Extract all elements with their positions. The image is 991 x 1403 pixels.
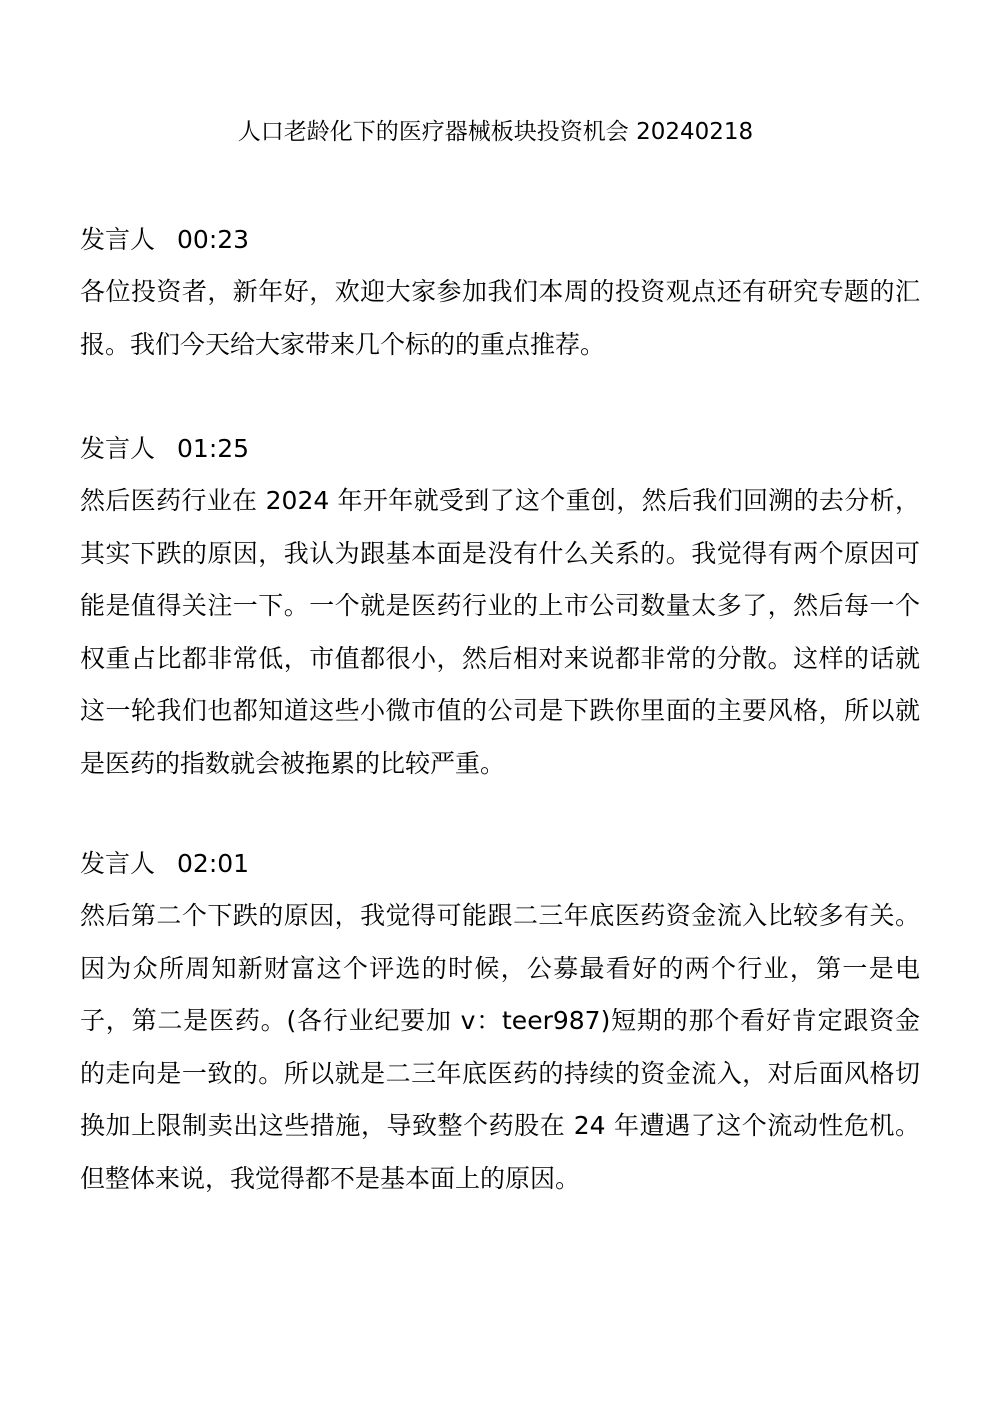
- transcript-paragraph: 各位投资者，新年好，欢迎大家参加我们本周的投资观点还有研究专题的汇报。我们今天给大家带来几个标的的重点推荐。: [80, 277, 920, 359]
- speaker-timestamp: 01:25: [177, 434, 250, 463]
- transcript-section-2: [80, 423, 920, 790]
- speaker-line: [80, 214, 920, 266]
- document-title: 人口老龄化下的医疗器械板块投资机会 20240218: [237, 119, 754, 145]
- transcript-paragraph: 然后第二个下跌的原因，我觉得可能跟二三年底医药资金流入比较多有关。因为众所周知新财富这个评选的时候，公募最看好的两个行业，第一是电子，第二是医药。(各行业纪要加 v：teer987)短期的那个看好肯定跟资金的走向是一致的。所以就是二三年底医药的持续的资金流入，对后面风格切换加上限制卖出这些措施，导致整个药股在 24 年遭遇了这个流动性危机。但整体来说，我觉得都不是基本面上的原因。: [80, 901, 920, 1193]
- speaker-timestamp: 02:01: [177, 849, 250, 878]
- speaker-line: [80, 838, 920, 890]
- speaker-timestamp: 00:23: [177, 225, 250, 254]
- transcript-section-1: [80, 214, 920, 371]
- speaker-name: 发言人: [80, 434, 156, 463]
- speaker-name: 发言人: [80, 225, 156, 254]
- speaker-name: 发言人: [80, 849, 156, 878]
- transcript-paragraph: 然后医药行业在 2024 年开年就受到了这个重创，然后我们回溯的去分析，其实下跌的原因，我认为跟基本面是没有什么关系的。我觉得有两个原因可能是值得关注一下。一个就是医药行业的上市公司数量太多了，然后每一个权重占比都非常低，市值都很小，然后相对来说都非常的分散。这样的话就这一轮我们也都知道这些小微市值的公司是下跌你里面的主要风格，所以就是医药的指数就会被拖累的比较严重。: [80, 486, 920, 778]
- speaker-line: [80, 423, 920, 475]
- transcript-section-3: [80, 838, 920, 1205]
